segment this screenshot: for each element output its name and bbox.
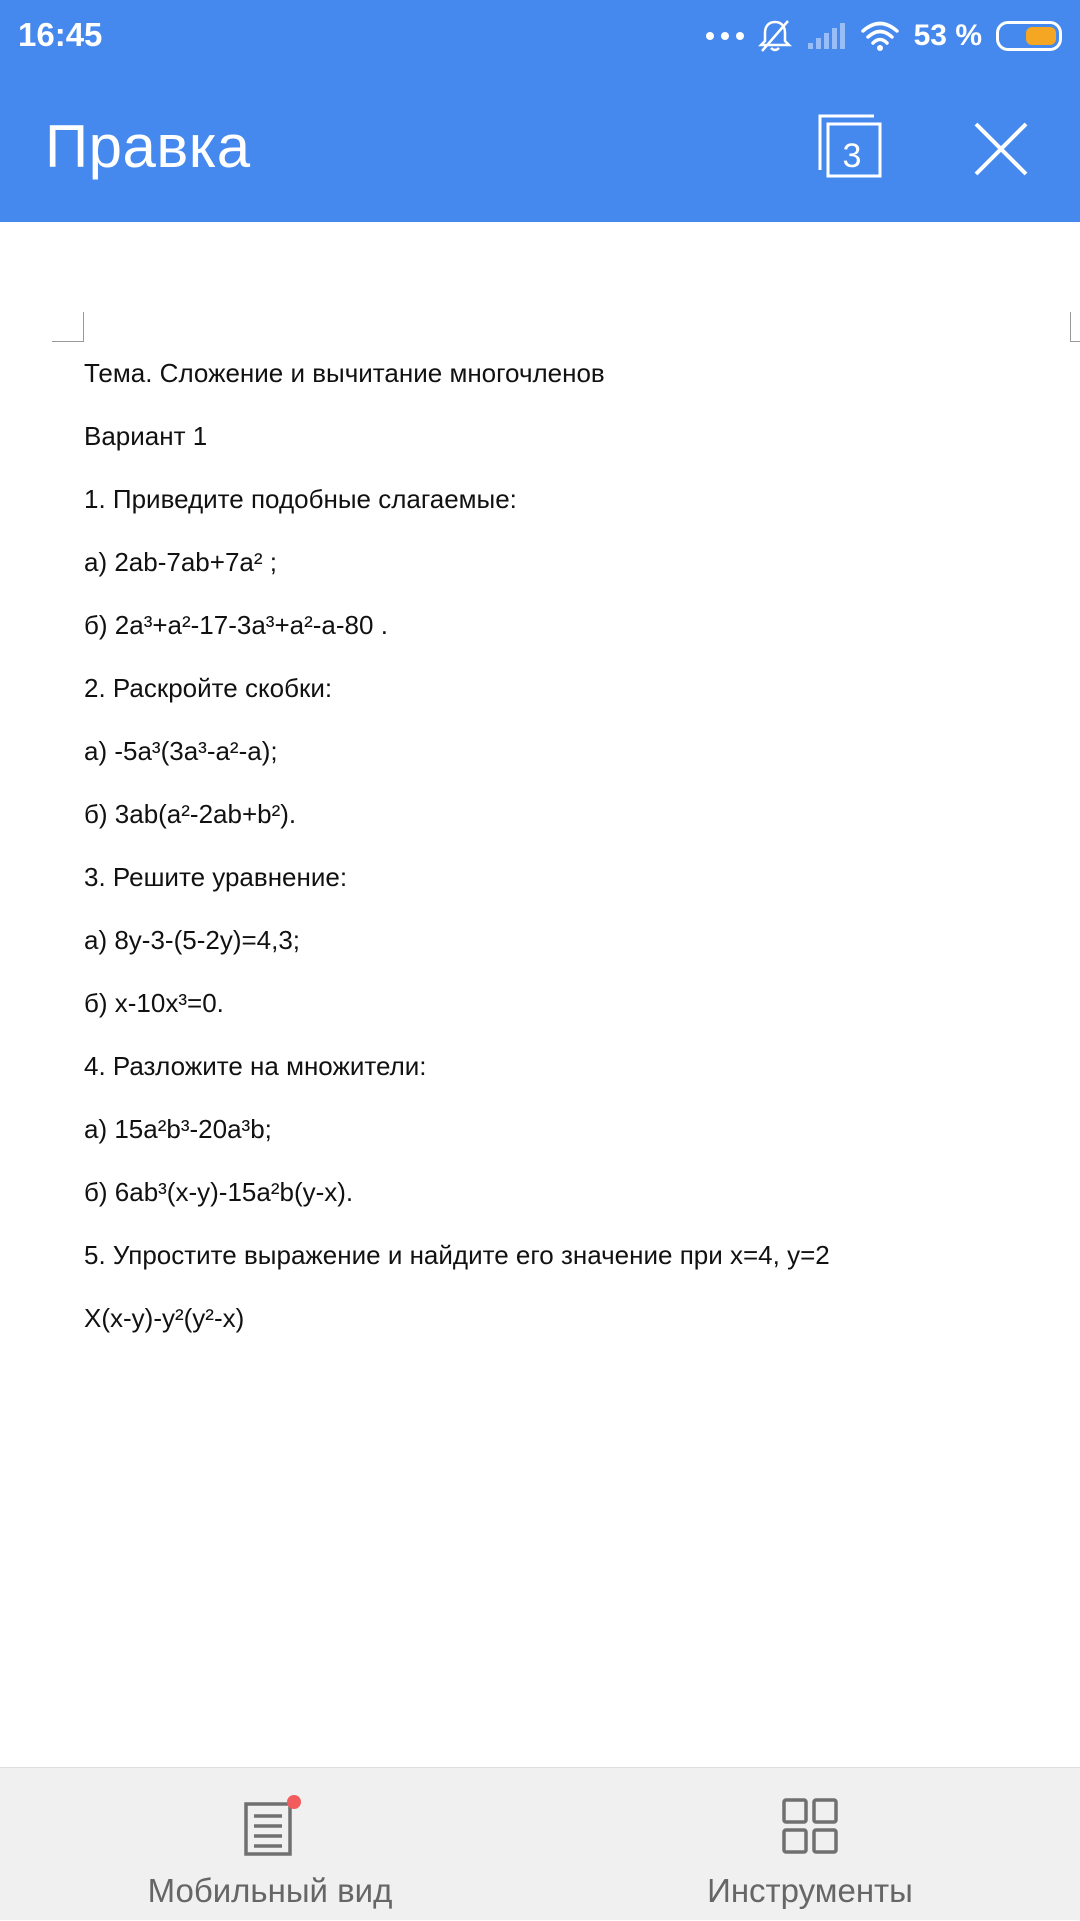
document-text: [84, 342, 1044, 1350]
tools-grid-icon: [778, 1794, 842, 1858]
status-time: 16:45: [18, 16, 103, 53]
document-line: а) 15a²b³-20a³b;: [84, 1114, 272, 1144]
document-line: 1. Приведите подобные слагаемые:: [84, 484, 517, 514]
document-line: 5. Упростите выражение и найдите его значение при х=4, у=2: [84, 1240, 830, 1270]
status-bar: [0, 0, 1080, 72]
document-line: 4. Разложите на множители:: [84, 1051, 427, 1081]
document-line: а) 2ab-7ab+7a² ;: [84, 547, 277, 577]
mobile-view-label: Мобильный вид: [147, 1872, 393, 1909]
page-corner-marker: [1070, 312, 1080, 342]
page-title: Правка: [45, 113, 251, 180]
document-line: а) 8у-3-(5-2у)=4,3;: [84, 925, 301, 955]
document-line: б) 6ab³(x-y)-15a²b(y-x).: [84, 1177, 354, 1207]
document-line: а) -5a³(3a³-a²-a);: [84, 736, 278, 766]
signal-icon: [806, 21, 846, 51]
mute-bell-icon: [758, 18, 792, 54]
close-button[interactable]: [970, 118, 1032, 180]
app-header: [0, 0, 1080, 222]
page-count: 3: [842, 137, 862, 175]
status-icons: [692, 14, 1062, 58]
document-line: б) 2a³+a²-17-3a³+a²-a-80 .: [84, 610, 388, 640]
document-line: 3. Решите уравнение:: [84, 862, 348, 892]
notification-dot: [287, 1795, 301, 1809]
wifi-icon: [860, 20, 900, 52]
bottom-navigation: [0, 1767, 1080, 1920]
close-icon: [970, 118, 1032, 180]
battery-icon: [996, 21, 1062, 51]
page-corner-marker: [52, 312, 84, 342]
document-line: Тема. Сложение и вычитание многочленов: [84, 358, 605, 388]
document-line: Вариант 1: [84, 421, 208, 451]
document-line: X(x-y)-y²(y²-x): [84, 1303, 245, 1333]
mobile-view-icon: [238, 1794, 302, 1858]
document-line: б) х-10х³=0.: [84, 988, 224, 1018]
mobile-view-button[interactable]: [0, 1768, 540, 1921]
tools-label: Инструменты: [707, 1872, 913, 1909]
pages-button[interactable]: [818, 114, 884, 180]
battery-percent: 53 %: [913, 19, 982, 52]
document-line: б) 3ab(a²-2ab+b²).: [84, 799, 297, 829]
more-dots-icon: [706, 32, 744, 40]
document-page[interactable]: [0, 222, 1080, 1767]
document-line: 2. Раскройте скобки:: [84, 673, 333, 703]
tools-button[interactable]: [540, 1768, 1080, 1921]
